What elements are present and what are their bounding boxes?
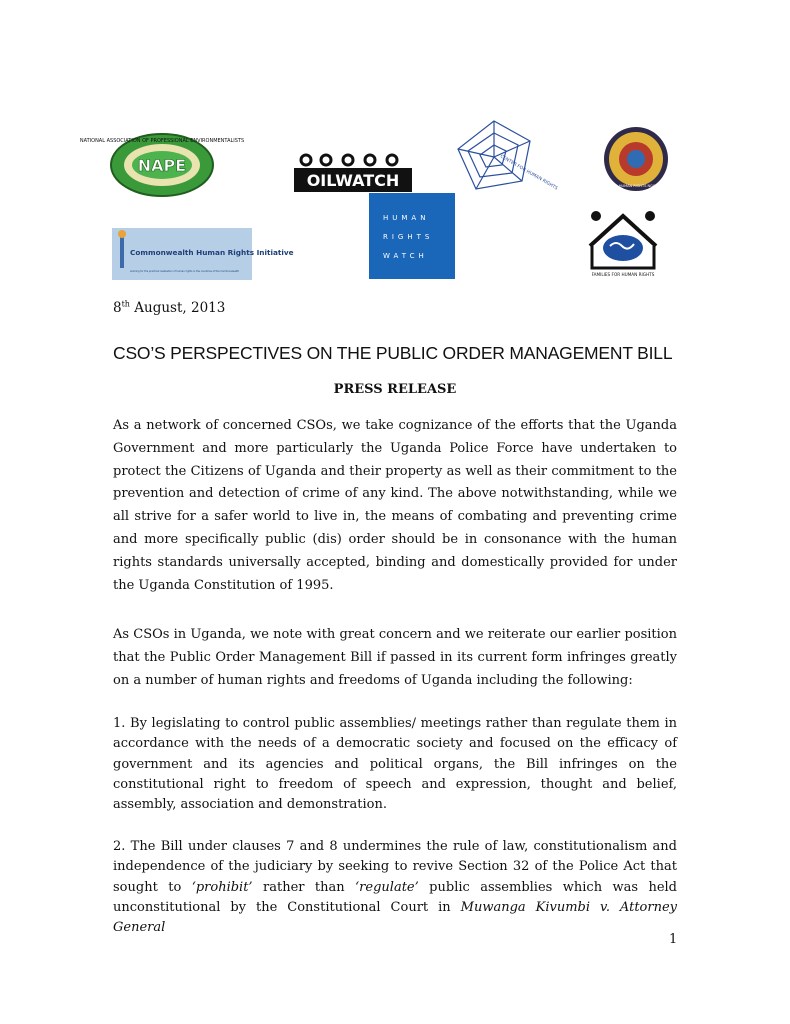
- hrw-line-2: RIGHTS: [383, 233, 434, 241]
- p4-part-a: 2. The Bill under clauses 7 and 8 undermines the rule of law, constitutionalism and independence of the judiciary by seeking to revive Section 32 of the Police Act that sought to: [113, 839, 677, 895]
- paragraph-1: As a network of concerned CSOs, we take cognizance of the efforts that the Uganda Government and more particularly the Uganda Police Force have undertaken to protect the Citizens of Uganda and their property as well as their commitment to the prevention and detection of crime of any kind. The above notwithstanding, while we all strive for a safer world to live in, the means of combating and preventing crime and more specifically public (dis) order should be in consonance with the human rights standards universally accepted, binding and domestically provided for under the Uganda Constitution of 1995.: [113, 418, 677, 593]
- p4-part-e: public assemblies which was held unconstitutional by the Constitutional Court in: [113, 879, 678, 915]
- paragraph-3: 1. By legislating to control public assemblies/ meetings rather than regulate them in accordance with the needs of a democratic society and focused on the efficacy of government and its agencies and political organs, the Bill infringes on the constitutional right to freedom of speech and expression, thought and belief, assembly, association and demonstration.: [113, 716, 677, 813]
- page-number: 1: [669, 932, 678, 947]
- family-logo: [582, 206, 664, 278]
- p4-regulate: ‘regulate’: [355, 879, 419, 895]
- nape-center-text: NAPE: [137, 156, 187, 175]
- press-release-heading: PRESS RELEASE: [333, 382, 457, 397]
- paragraph-4: [113, 837, 677, 938]
- p4-part-c: rather than: [252, 879, 356, 895]
- family-logo-text: FAMILIES FOR HUMAN RIGHTS: [591, 272, 655, 277]
- oilwatch-text: OILWATCH: [306, 171, 400, 190]
- date-day: 8: [113, 300, 122, 316]
- nape-ring-text: NATIONAL ASSOCIATION OF PROFESSIONAL ENVIRONMENTALISTS: [79, 138, 245, 144]
- chri-logo: [112, 228, 294, 280]
- document-title: CSO’S PERSPECTIVES ON THE PUBLIC ORDER MANAGEMENT BILL: [113, 343, 673, 363]
- nape-logo: [79, 133, 245, 197]
- release-date: [113, 300, 225, 316]
- chri-tagline: working for the practical realisation of human rights in the countries of the Commonwealth: [130, 270, 240, 273]
- oilwatch-logo: [292, 152, 414, 194]
- p4-prohibit: ‘prohibit’: [191, 879, 253, 895]
- p4-case-name: Muwanga Kivumbi v. Attorney General: [113, 899, 677, 936]
- date-suffix: th: [121, 299, 130, 309]
- hrw-line-3: WATCH: [383, 252, 428, 260]
- paragraph-2: As CSOs in Uganda, we note with great concern and we reiterate our earlier position that the Public Order Management Bill if passed in its current form infringes greatly on a number of human rights and freedoms of Uganda including the following:: [113, 627, 677, 688]
- web-logo-text: CENTER FOR HUMAN RIGHTS: [499, 154, 559, 192]
- date-rest: August, 2013: [129, 300, 226, 316]
- chri-name: Commonwealth Human Rights Initiative: [130, 248, 294, 257]
- spiderweb-logo: [452, 117, 559, 193]
- hrw-logo: [369, 193, 455, 279]
- emblem-text: UGANDA HUMAN RIGHTS NGO FORUM: [602, 184, 670, 188]
- hrw-line-1: HUMAN: [383, 214, 430, 222]
- ngo-forum-emblem: [601, 125, 671, 193]
